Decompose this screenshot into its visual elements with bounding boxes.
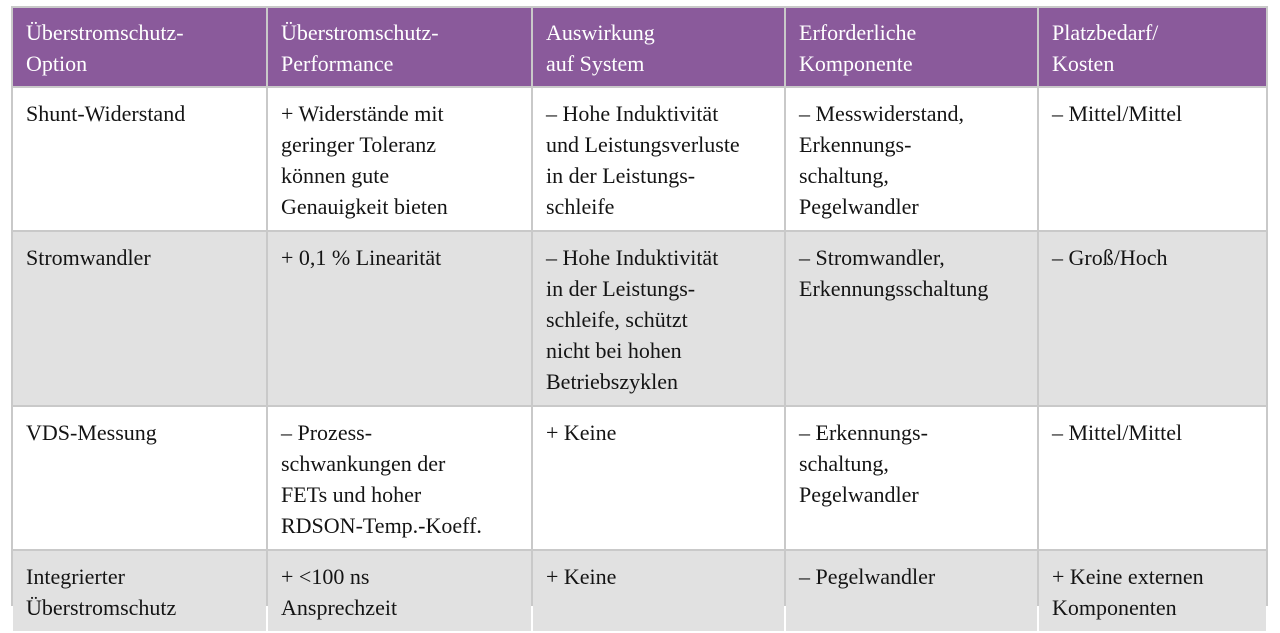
cell-option: Stromwandler: [13, 232, 266, 405]
table-row-vds: [13, 407, 1266, 549]
cell-system-impact: – Hohe Induktivität und Leistungsverluste in der Leistungs- schleife: [533, 88, 784, 230]
cell-required-components: – Stromwandler, Erkennungsschaltung: [786, 232, 1037, 405]
header-option: Überstromschutz- Option: [13, 8, 266, 86]
comparison-table-container: [11, 6, 1268, 620]
cell-option: Shunt-Widerstand: [13, 88, 266, 230]
cell-space-cost: – Mittel/Mittel: [1039, 407, 1266, 549]
cell-system-impact: + Keine: [533, 551, 784, 631]
cell-option: Integrierter Überstromschutz: [13, 551, 266, 631]
header-space-cost: Platzbedarf/ Kosten: [1039, 8, 1266, 86]
cell-space-cost: + Keine externen Komponenten: [1039, 551, 1266, 631]
cell-system-impact: + Keine: [533, 407, 784, 549]
cell-performance: + Widerstände mit geringer Toleranz können gute Genauigkeit bieten: [268, 88, 531, 230]
cell-required-components: – Messwiderstand, Erkennungs- schaltung, Pegelwandler: [786, 88, 1037, 230]
header-required-components: Erforderliche Komponente: [786, 8, 1037, 86]
cell-option: VDS-Messung: [13, 407, 266, 549]
cell-required-components: – Pegelwandler: [786, 551, 1037, 631]
table-header-row: [13, 8, 1266, 86]
cell-space-cost: – Mittel/Mittel: [1039, 88, 1266, 230]
cell-system-impact: – Hohe Induktivität in der Leistungs- schleife, schützt nicht bei hohen Betriebszyklen: [533, 232, 784, 405]
table-row-integrated: [13, 551, 1266, 631]
header-performance: Überstromschutz- Performance: [268, 8, 531, 86]
cell-required-components: – Erkennungs- schaltung, Pegelwandler: [786, 407, 1037, 549]
cell-space-cost: – Groß/Hoch: [1039, 232, 1266, 405]
table-row-shunt: [13, 88, 1266, 230]
header-system-impact: Auswirkung auf System: [533, 8, 784, 86]
table-row-current-transformer: [13, 232, 1266, 405]
cell-performance: + <100 ns Ansprechzeit: [268, 551, 531, 631]
overcurrent-protection-table: [11, 6, 1268, 633]
cell-performance: + 0,1 % Linearität: [268, 232, 531, 405]
cell-performance: – Prozess- schwankungen der FETs und hoher RDSON-Temp.-Koeff.: [268, 407, 531, 549]
